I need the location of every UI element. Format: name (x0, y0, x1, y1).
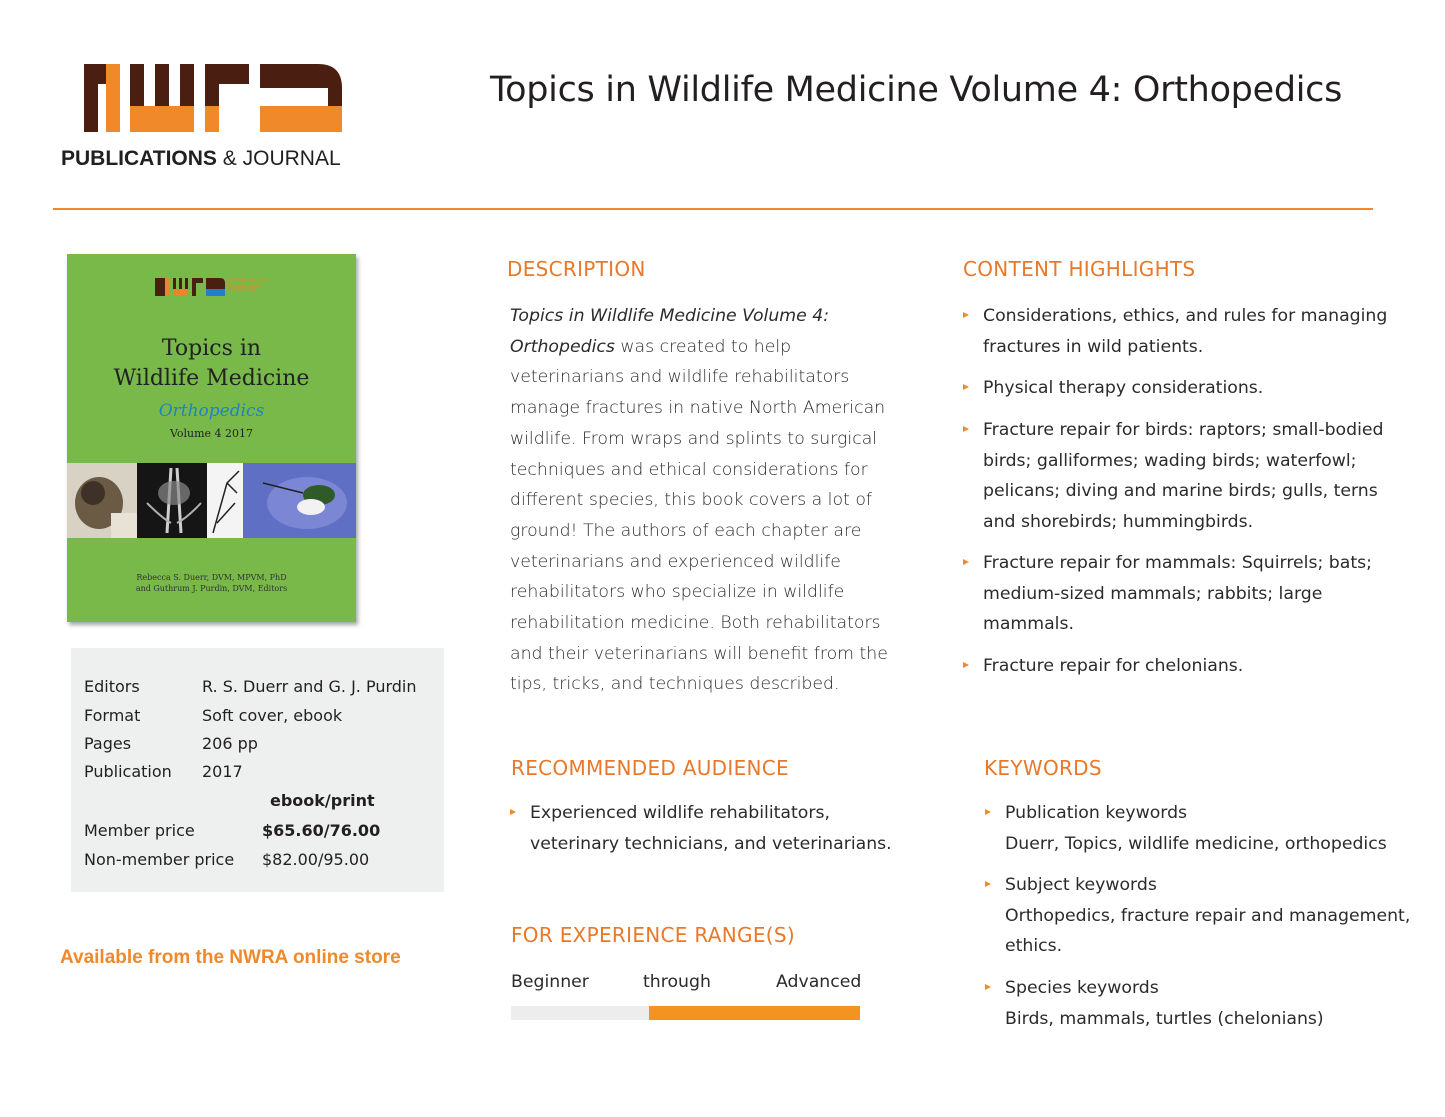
bullet-arrow-icon (985, 984, 991, 990)
keywords-heading: KEYWORDS (984, 756, 1102, 780)
cover-subtitle: Orthopedics (158, 401, 265, 421)
bullet-arrow-icon (510, 809, 516, 815)
experience-range-fill (649, 1006, 860, 1020)
online-store-link[interactable]: Available from the NWRA online store (60, 947, 401, 968)
cover-editors: Rebecca S. Duerr, DVM, MPVM, PhD and Guthrum J. Purdin, DVM, Editors (135, 573, 288, 593)
content-highlights-heading: CONTENT HIGHLIGHTS (963, 257, 1196, 281)
cover-logo-tagline: NATIONAL WILDLIFE REHABILITATORS ASSOCIATION (228, 278, 269, 292)
list-item: Publication keywords Duerr, Topics, wildlife medicine, orthopedics (1005, 798, 1387, 859)
nonmember-price-label: Non-member price (84, 850, 235, 869)
bullet-arrow-icon (985, 881, 991, 887)
experience-range-heading: FOR EXPERIENCE RANGE(S) (511, 923, 795, 947)
cover-nwra-logo (155, 276, 225, 298)
editors-value: R. S. Duerr and G. J. Purdin (202, 677, 417, 696)
description-text: Topics in Wildlife Medicine Volume 4: Orthopedics was created to help veterinarians and wildlife rehabilitators manage fractures in native North American wildlife. From wraps and splints to surgical techniques and ethical considerations for different species, this book covers a lot of ground! The authors of each chapter are veterinarians and experienced wildlife rehabilitators who specialize in wildlife rehabilitation medicine. Both rehabilitators and their veterinarians will benefit from the tips, tricks, and techniques described. (510, 306, 888, 695)
pages-value: 206 pp (202, 734, 258, 753)
list-item: Considerations, ethics, and rules for managing fractures in wild patients. (983, 301, 1387, 362)
bullet-arrow-icon (963, 384, 969, 390)
bullet-arrow-icon (963, 312, 969, 318)
member-price-value: $65.60/76.00 (262, 821, 381, 840)
nwra-logo (84, 62, 342, 134)
list-item: Physical therapy considerations. (983, 373, 1263, 404)
pages-label: Pages (84, 734, 132, 753)
nonmember-price-value: $82.00/95.00 (262, 850, 370, 869)
bullet-arrow-icon (963, 662, 969, 668)
format-value: Soft cover, ebook (202, 706, 343, 725)
publication-label: Publication (84, 762, 172, 781)
range-end-label: Advanced (776, 972, 862, 992)
format-label: Format (84, 706, 141, 725)
editors-label: Editors (84, 677, 140, 696)
logo-subtitle: PUBLICATIONS & JOURNAL (61, 147, 341, 170)
list-item: Species keywords Birds, mammals, turtles (chelonians) (1005, 973, 1324, 1034)
book-cover-image (67, 254, 356, 622)
list-item: Fracture repair for chelonians. (983, 651, 1243, 682)
bullet-arrow-icon (963, 559, 969, 565)
publication-value: 2017 (202, 762, 243, 781)
bullet-arrow-icon (985, 809, 991, 815)
price-column-header: ebook/print (270, 791, 375, 810)
header-divider (53, 208, 1373, 210)
description-heading: DESCRIPTION (507, 257, 646, 281)
range-mid-label: through (643, 972, 711, 992)
bullet-arrow-icon (963, 426, 969, 432)
list-item: Subject keywords Orthopedics, fracture repair and management, ethics. (1005, 870, 1410, 962)
recommended-audience-heading: RECOMMENDED AUDIENCE (511, 756, 789, 780)
list-item: Experienced wildlife rehabilitators, veterinary technicians, and veterinarians. (530, 798, 892, 859)
page-title: Topics in Wildlife Medicine Volume 4: Orthopedics (490, 70, 1343, 110)
list-item: Fracture repair for mammals: Squirrels; bats; medium-sized mammals; rabbits; large mammals. (983, 548, 1372, 640)
experience-range-bar (511, 1006, 860, 1020)
range-start-label: Beginner (511, 972, 589, 992)
list-item: Fracture repair for birds: raptors; small-bodied birds; galliformes; wading birds; waterfowl; pelicans; diving and marine birds; gulls, terns and shorebirds; hummingbirds. (983, 415, 1384, 538)
member-price-label: Member price (84, 821, 195, 840)
cover-volume: Volume 4 2017 (169, 427, 254, 440)
cover-photo-strip (67, 463, 356, 538)
cover-title: Topics in Wildlife Medicine (113, 336, 310, 391)
